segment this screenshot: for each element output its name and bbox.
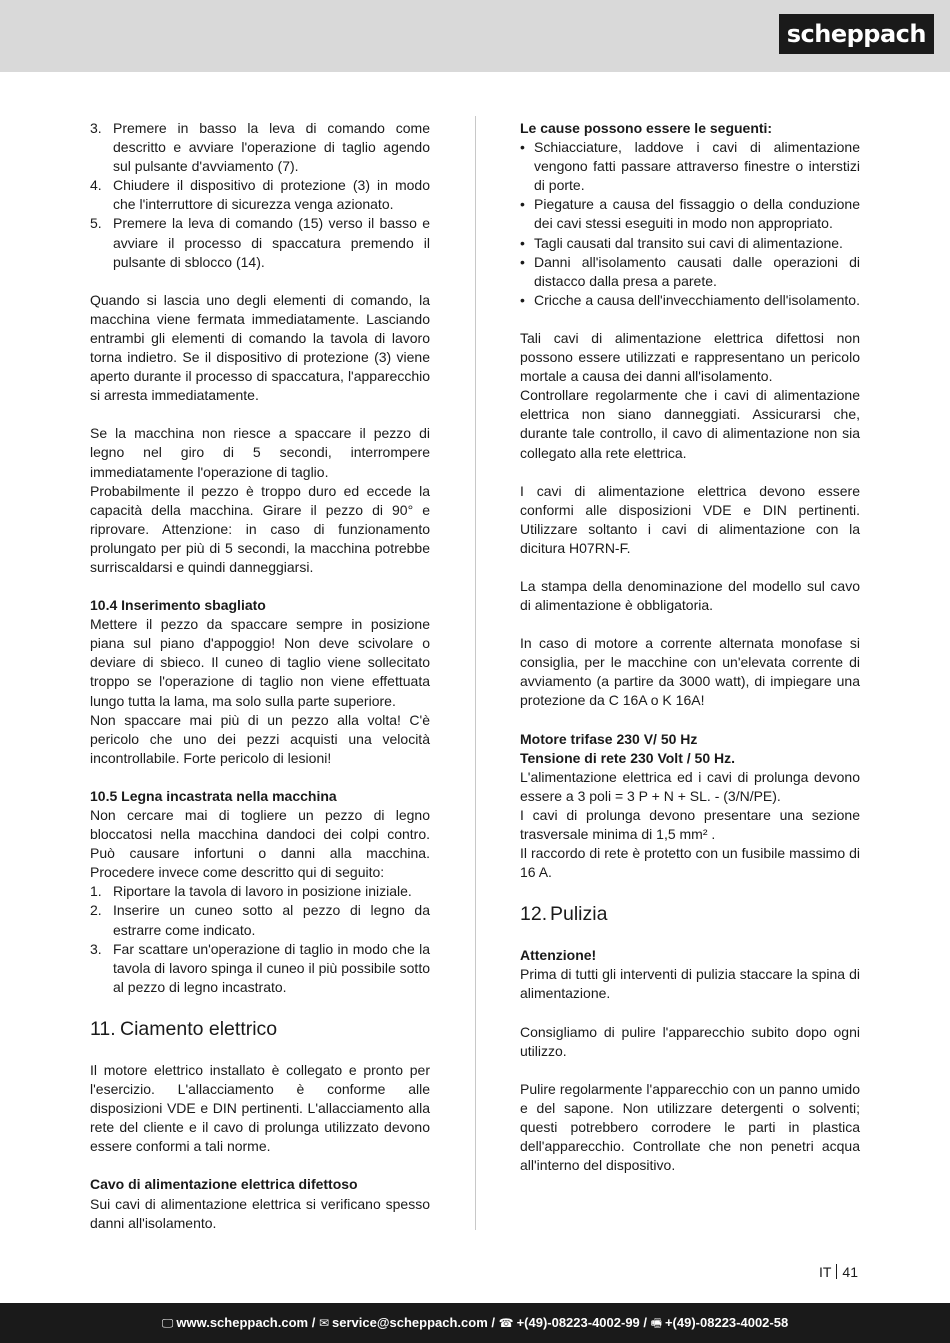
list-text: Riportare la tavola di lavoro in posizione iniziale. [113,883,412,900]
paragraph: Controllare regolarmente che i cavi di alimentazione elettrica non siano danneggiati. Assicurarsi che, durante tale controllo, il cavo di alimentazione non sia collegato alla rete elettrica. [520,387,860,461]
footer-phone[interactable]: +(49)-08223-4002-99 / [516,1315,648,1330]
list-text: Chiudere il dispositivo di protezione (3) in modo che l'interruttore di sicurezza venga azionato. [113,177,430,213]
section-heading-attenzione: Attenzione! [520,947,597,964]
list-text: Cricche a causa dell'invecchiamento dell'isolamento. [534,291,860,308]
bullet: • [520,196,525,213]
list-text: Inserire un cuneo sotto al pezzo di legno da estrarre come indicato. [113,902,430,938]
list-number: 1. [90,883,102,900]
list-item [90,882,430,901]
chapter-title: Pulizia [550,903,608,926]
chapter-title: Ciamento elettrico [120,1017,278,1040]
monitor-icon: 🖵 [161,1316,174,1330]
list-number: 4. [90,177,102,194]
paragraph: Mettere il pezzo da spaccare sempre in posizione piana sul piano d'appoggio! Non deve scivolare o deviare di sbieco. Il cuneo di taglio viene sollecitato troppo se l'operazione di taglio non viene effettuata lungo tutta la lama, ma solo sulla parte superiore. [90,616,430,709]
steps-list-b [90,882,430,997]
list-item [90,901,430,939]
column-divider [475,116,476,1230]
chapter-number: 12. [520,903,548,926]
list-text: Far scattare un'operazione di taglio in modo che la tavola di lavoro spinga il cuneo il più possibile sotto al pezzo di legno incastrato. [113,940,430,995]
section-heading-cavo: Cavo di alimentazione elettrica difettoso [90,1176,358,1193]
paragraph: L'alimentazione elettrica ed i cavi di prolunga devono essere a 3 poli = 3 P + N + SL. - (3/N/PE). [520,768,860,804]
paragraph: Non cercare mai di togliere un pezzo di legno bloccatosi nella macchina dandoci dei colpi contro. Può causare infortuni o danni alla macchina. Procedere invece come descritto qui di seguito: [90,807,430,881]
list-number: 3. [90,940,102,957]
list-number: 3. [90,120,102,136]
list-item [520,138,860,195]
envelope-icon: ✉ [318,1316,329,1330]
list-text: Schiacciature, laddove i cavi di alimentazione vengono fatti passare attraverso finestre o interstizi di porte. [534,139,860,194]
list-number: 2. [90,902,102,919]
footer-bar [0,1303,950,1343]
paragraph: Se la macchina non riesce a spaccare il pezzo di legno nel giro di 5 secondi, interrompere immediatamente l'operazione di taglio. [90,425,430,480]
paragraph: Il raccordo di rete è protetto con un fusibile massimo di 16 A. [520,845,860,881]
paragraph: In caso di motore a corrente alternata monofase si consiglia, per le macchine con un'elevata corrente di avviamento (a partire da 3000 watt), di impiegare una protezione da C 16A o K 16A! [520,635,860,709]
list-number: 5. [90,215,102,232]
page-number [819,1264,858,1280]
list-item [520,195,860,233]
list-text: Premere la leva di comando (15) verso il basso e avviare il processo di spaccatura premendo il pulsante di sblocco (14). [113,215,430,270]
paragraph: Consigliamo di pulire l'apparecchio subito dopo ogni utilizzo. [520,1023,860,1059]
list-text: Piegature a causa del fissaggio o della conduzione dei cavi stessi eseguiti in modo non appropriato. [534,196,860,232]
bullet: • [520,234,525,251]
paragraph: La stampa della denominazione del modello sul cavo di alimentazione è obbligatoria. [520,577,860,614]
section-heading-10-4: 10.4 Inserimento sbagliato [90,597,266,614]
page-number-value: 41 [842,1264,858,1280]
footer-fax[interactable]: +(49)-08223-4002-58 [664,1315,789,1330]
list-item [520,234,860,253]
fax-icon: 🖷 [650,1316,662,1330]
paragraph: Non spaccare mai più di un pezzo alla volta! C'è pericolo che uno dei pezzi acquisti una velocità incontrollabile. Forte pericolo di lesioni! [90,711,430,766]
footer-email[interactable]: service@scheppach.com / [332,1315,495,1330]
list-item [520,291,860,310]
header-bar [0,0,950,72]
language-code: IT [818,1264,832,1280]
list-item [90,940,430,997]
paragraph: Il motore elettrico installato è collegato e pronto per l'esercizio. L'allacciamento è conforme alle disposizioni VDE e DIN pertinenti. L'allacciamento alla rete del cliente e il cavo di prolunga utilizzato devono essere conformi a tali norme. [90,1061,430,1155]
bullet: • [520,253,525,270]
list-text: Premere in basso la leva di comando come descritto e avviare l'operazione di taglio agendo sul pulsante d'avviamento (7). [113,120,430,175]
list-text: Tagli causati dal transito sui cavi di alimentazione. [534,234,843,251]
section-heading-10-5: 10.5 Legna incastrata nella macchina [90,787,337,804]
bullet: • [520,291,525,308]
paragraph: Quando si lascia uno degli elementi di comando, la macchina viene fermata immediatamente. Lasciando entrambi gli elementi di comando la tavola di lavoro torna indietro. Se il dispositivo di protezione (3) viene aperto durante il processo di spaccatura, l'apparecchio si arresta immediatamente. [90,291,430,404]
page-number-separator [836,1264,837,1279]
list-item [520,253,860,291]
paragraph: Tali cavi di alimentazione elettrica difettosi non possono essere utilizzati e rappresentano un pericolo mortale a causa dei danni all'isolamento. [520,329,860,385]
causes-list [520,138,860,310]
footer-web[interactable]: www.scheppach.com / [176,1315,316,1330]
section-heading-tensione: Tensione di rete 230 Volt / 50 Hz. [520,749,735,766]
paragraph: Probabilmente il pezzo è troppo duro ed eccede la capacità della macchina. Girare il pezzo di 90° e riprovare. Attenzione: in caso di funzionamento prolungato per più di 5 secondi, la macchina potrebbe surriscaldarsi e quindi danneggiarsi. [90,482,430,575]
section-heading-cause: Le cause possono essere le seguenti: [520,120,773,136]
phone-icon: ☎ [498,1316,514,1330]
left-column [90,119,430,1233]
list-item [90,214,430,271]
paragraph: I cavi di prolunga devono presentare una sezione trasversale minima di 1,5 mm² . [520,806,860,842]
steps-list-a [90,119,430,272]
chapter-number: 11. [90,1017,116,1040]
chapter-heading-12 [520,901,860,927]
chapter-heading-11 [90,1016,430,1042]
bullet: • [520,139,525,156]
paragraph: Sui cavi di alimentazione elettrica si verificano spesso danni all'isolamento. [90,1195,430,1231]
list-item [90,176,430,214]
section-heading-motore: Motore trifase 230 V/ 50 Hz [520,730,698,747]
scheppach-logo: scheppach [779,14,934,54]
list-item [90,119,430,176]
right-column [520,119,860,1175]
paragraph: I cavi di alimentazione elettrica devono essere conformi alle disposizioni VDE e DIN pertinenti. Utilizzare soltanto i cavi di alimentazione con la dicitura H07RN-F. [520,482,860,556]
paragraph: Pulire regolarmente l'apparecchio con un panno umido e del sapone. Non utilizzare detergenti o solventi; questi potrebbero corrodere le parti in plastica dell'apparecchio. Controllate che non penetri acqua all'interno del dispositivo. [520,1080,860,1174]
paragraph: Prima di tutti gli interventi di pulizia staccare la spina di alimentazione. [520,966,860,1002]
list-text: Danni all'isolamento causati dalle operazioni di distacco dalla presa a parete. [534,253,860,289]
